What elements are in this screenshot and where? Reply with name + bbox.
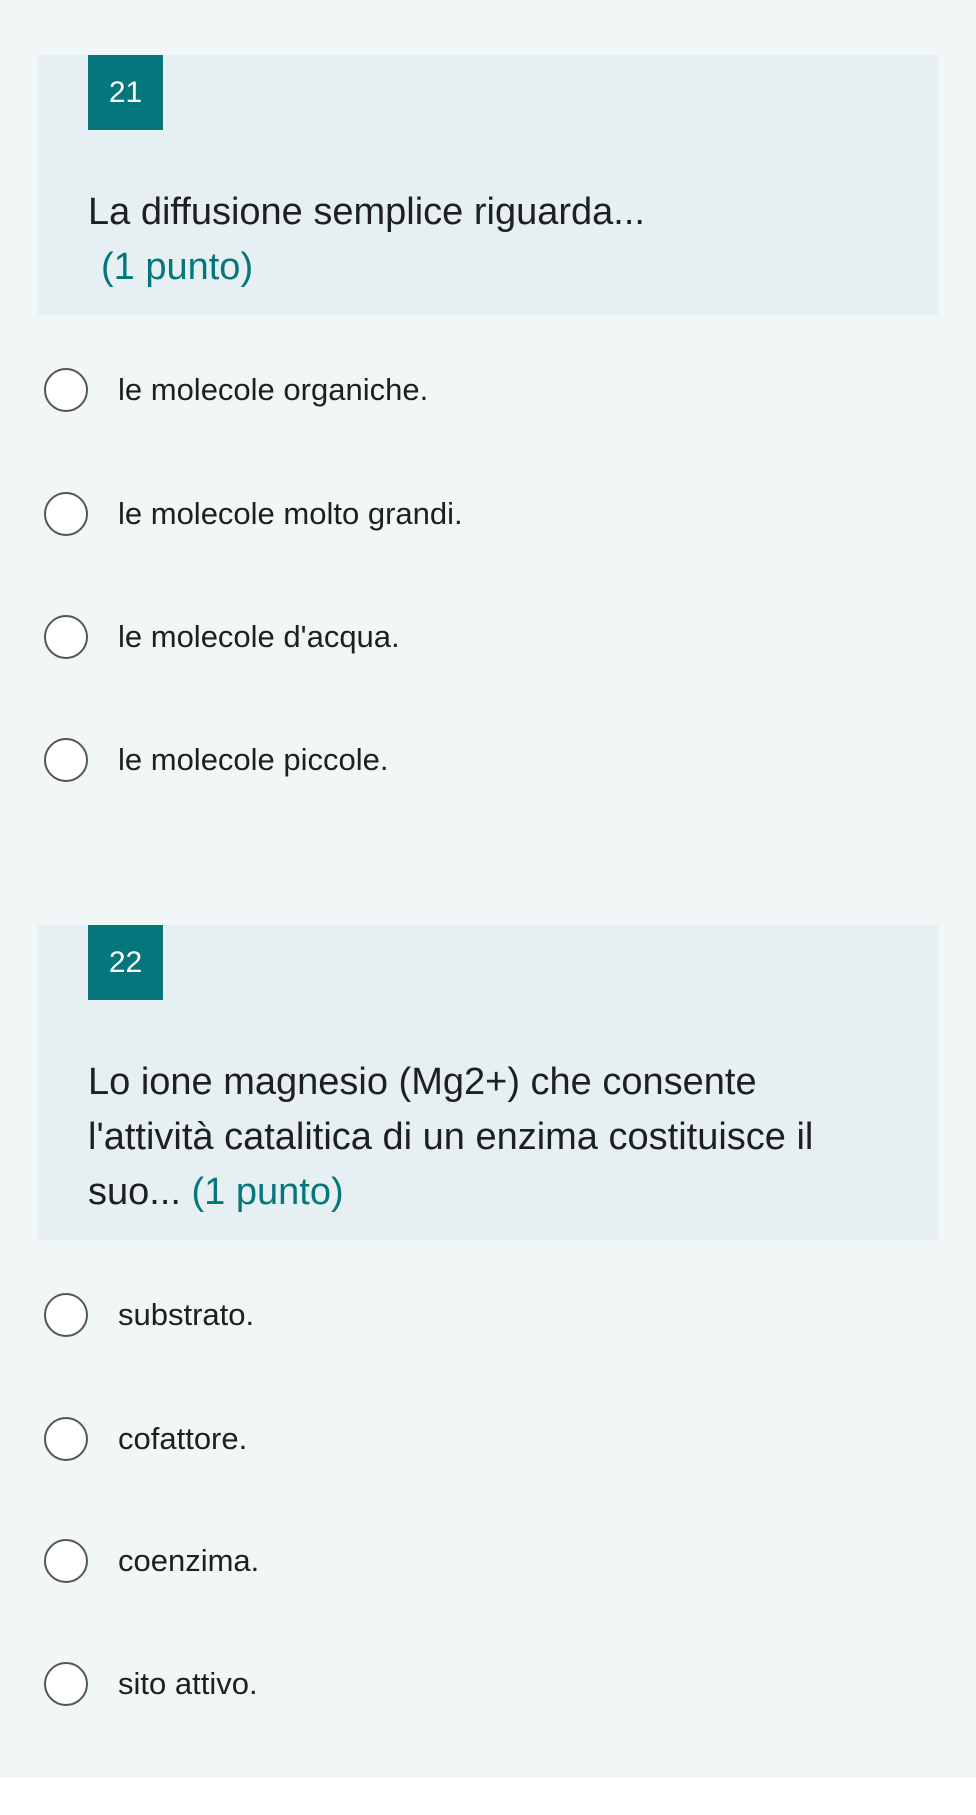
answer-option-label: cofattore. xyxy=(118,1421,248,1456)
radio-button-icon[interactable] xyxy=(44,1417,88,1461)
answer-option[interactable] xyxy=(38,602,918,672)
answer-option[interactable] xyxy=(38,1649,918,1719)
answer-option-label: sito attivo. xyxy=(118,1666,258,1701)
question-number-badge: 21 xyxy=(88,55,163,130)
question-number-badge: 22 xyxy=(88,925,163,1000)
question-points: (1 punto) xyxy=(101,246,254,288)
question-text xyxy=(88,1055,888,1220)
answer-option-label: le molecole molto grandi. xyxy=(118,496,463,531)
radio-button-icon[interactable] xyxy=(44,1662,88,1706)
radio-button-icon[interactable] xyxy=(44,1539,88,1583)
answer-option-label: substrato. xyxy=(118,1297,255,1332)
question-card-22 xyxy=(38,925,938,1240)
answer-option[interactable] xyxy=(38,355,918,425)
radio-button-icon[interactable] xyxy=(44,368,88,412)
question-prompt: La diffusione semplice riguarda... xyxy=(88,191,645,233)
question-points: (1 punto) xyxy=(191,1171,344,1213)
answer-option[interactable] xyxy=(38,1280,918,1350)
answer-option-label: coenzima. xyxy=(118,1543,260,1578)
answer-option-label: le molecole organiche. xyxy=(118,372,429,407)
answer-option[interactable] xyxy=(38,1404,918,1474)
question-prompt: Lo ione magnesio (Mg2+) che consente l'attività catalitica di un enzima costituisce il suo... xyxy=(88,1061,814,1213)
answer-option-label: le molecole d'acqua. xyxy=(118,619,400,654)
answer-option[interactable] xyxy=(38,725,918,795)
radio-button-icon[interactable] xyxy=(44,738,88,782)
question-text xyxy=(88,185,888,295)
radio-button-icon[interactable] xyxy=(44,492,88,536)
answer-option-label: le molecole piccole. xyxy=(118,742,389,777)
answer-option[interactable] xyxy=(38,1526,918,1596)
radio-button-icon[interactable] xyxy=(44,1293,88,1337)
answer-option[interactable] xyxy=(38,479,918,549)
radio-button-icon[interactable] xyxy=(44,615,88,659)
question-card-21 xyxy=(38,55,938,315)
